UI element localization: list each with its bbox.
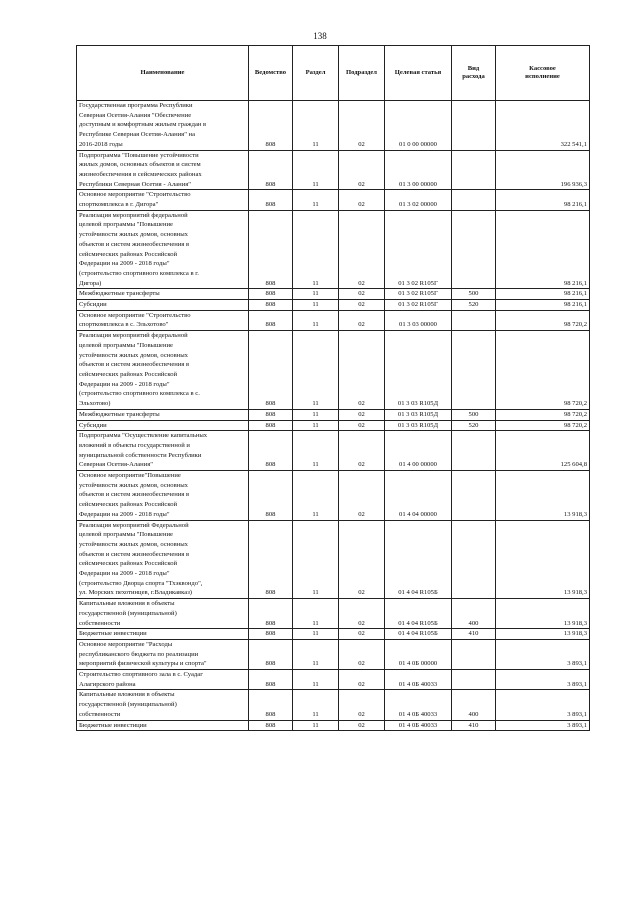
cell-department: 808 xyxy=(249,409,293,420)
cell-section: 11 xyxy=(293,431,339,471)
cell-name: Бюджетные инвестиции xyxy=(77,720,249,731)
cell-expense-type xyxy=(452,210,496,289)
header-name: Наименование xyxy=(77,46,249,101)
table-row xyxy=(77,190,590,210)
cell-name: Реализация мероприятий Федеральной целевой программы "Повышение устойчивости жилых домов, основных объектов и систем жизнеобеспечения в сейсмических районах Российской Федерации на 2009 - 2018 годы" (строительство Дворца спорта "Тхэквондо", ул. Морских пехотинцев, г.Владикавказ) xyxy=(77,520,249,599)
cell-execution: 13 918,3 xyxy=(496,471,590,521)
cell-department: 808 xyxy=(249,431,293,471)
cell-subsection: 02 xyxy=(339,471,385,521)
cell-name: Основное мероприятие "Строительство спорткомплекса в г. Дигора" xyxy=(77,190,249,210)
table-row xyxy=(77,150,590,190)
cell-target: 01 4 0Б 40033 xyxy=(385,720,452,731)
cell-subsection: 02 xyxy=(339,629,385,640)
cell-section: 11 xyxy=(293,190,339,210)
table-row xyxy=(77,471,590,521)
cell-expense-type xyxy=(452,639,496,669)
table-row xyxy=(77,331,590,410)
cell-target: 01 4 0Б 40033 xyxy=(385,690,452,720)
cell-name: Строительство спортивного зала в с. Суадаг Алагирского района xyxy=(77,670,249,690)
cell-execution: 98 216,1 xyxy=(496,190,590,210)
cell-name: Основное мероприятие "Расходы республиканского бюджета по реализации мероприятий физической культуры и спорта" xyxy=(77,639,249,669)
cell-target: 01 3 03 00000 xyxy=(385,310,452,330)
cell-subsection: 02 xyxy=(339,670,385,690)
cell-subsection: 02 xyxy=(339,289,385,300)
cell-section: 11 xyxy=(293,720,339,731)
cell-subsection: 02 xyxy=(339,690,385,720)
table-row xyxy=(77,300,590,311)
cell-subsection: 02 xyxy=(339,639,385,669)
cell-section: 11 xyxy=(293,520,339,599)
cell-expense-type: 410 xyxy=(452,629,496,640)
cell-department: 808 xyxy=(249,471,293,521)
table-row xyxy=(77,409,590,420)
cell-name: Субсидии xyxy=(77,420,249,431)
cell-expense-type xyxy=(452,101,496,151)
table-row xyxy=(77,720,590,731)
cell-expense-type xyxy=(452,520,496,599)
cell-department: 808 xyxy=(249,331,293,410)
cell-expense-type xyxy=(452,431,496,471)
cell-section: 11 xyxy=(293,599,339,629)
cell-execution: 98 216,1 xyxy=(496,289,590,300)
cell-execution: 196 936,3 xyxy=(496,150,590,190)
cell-expense-type: 520 xyxy=(452,300,496,311)
cell-section: 11 xyxy=(293,629,339,640)
cell-expense-type: 410 xyxy=(452,720,496,731)
table-row xyxy=(77,210,590,289)
cell-subsection: 02 xyxy=(339,331,385,410)
cell-section: 11 xyxy=(293,471,339,521)
cell-execution: 13 918,3 xyxy=(496,599,590,629)
cell-department: 808 xyxy=(249,289,293,300)
cell-section: 11 xyxy=(293,289,339,300)
table-row xyxy=(77,289,590,300)
cell-expense-type: 500 xyxy=(452,409,496,420)
table-row xyxy=(77,670,590,690)
cell-subsection: 02 xyxy=(339,210,385,289)
cell-section: 11 xyxy=(293,670,339,690)
cell-target: 01 4 04 R105Б xyxy=(385,629,452,640)
cell-subsection: 02 xyxy=(339,409,385,420)
cell-section: 11 xyxy=(293,409,339,420)
cell-name: Подпрограмма "Повышение устойчивости жилых домов, основных объектов и систем жизнеобеспечения в сейсмических районах Республики Северная Осетия - Алания" xyxy=(77,150,249,190)
table-row xyxy=(77,639,590,669)
cell-subsection: 02 xyxy=(339,720,385,731)
cell-target: 01 3 03 R105Д xyxy=(385,409,452,420)
cell-section: 11 xyxy=(293,210,339,289)
page-number: 138 xyxy=(313,31,327,41)
cell-execution: 98 216,1 xyxy=(496,300,590,311)
cell-department: 808 xyxy=(249,720,293,731)
cell-name: Реализация мероприятий федеральной целевой программы "Повышение устойчивости жилых домов, основных объектов и систем жизнеобеспечения в сейсмических районах Российской Федерации на 2009 - 2018 годы" (строительство спортивного комплекса в с. Эльхотово) xyxy=(77,331,249,410)
cell-section: 11 xyxy=(293,310,339,330)
cell-name: Основное мероприятие"Повышение устойчивости жилых домов, основных объектов и систем жизнеобеспечения в сейсмических районах Российской Федерации на 2009 - 2018 годы" xyxy=(77,471,249,521)
cell-execution: 3 893,1 xyxy=(496,639,590,669)
cell-name: Межбюджетные трансферты xyxy=(77,409,249,420)
cell-target: 01 3 02 R105Г xyxy=(385,300,452,311)
cell-expense-type: 520 xyxy=(452,420,496,431)
cell-subsection: 02 xyxy=(339,300,385,311)
cell-execution: 98 720,2 xyxy=(496,331,590,410)
table-row xyxy=(77,599,590,629)
cell-department: 808 xyxy=(249,690,293,720)
header-expense-type: Вид расхода xyxy=(452,46,496,101)
cell-execution: 98 720,2 xyxy=(496,409,590,420)
cell-expense-type xyxy=(452,471,496,521)
cell-target: 01 4 0Б 40033 xyxy=(385,670,452,690)
header-target: Целевая статья xyxy=(385,46,452,101)
cell-execution: 13 918,3 xyxy=(496,520,590,599)
cell-subsection: 02 xyxy=(339,150,385,190)
cell-target: 01 3 02 R105Г xyxy=(385,210,452,289)
cell-execution: 3 893,1 xyxy=(496,720,590,731)
cell-execution: 98 216,1 xyxy=(496,210,590,289)
cell-name: Бюджетные инвестиции xyxy=(77,629,249,640)
cell-target: 01 4 04 R105Б xyxy=(385,599,452,629)
cell-name: Капитальные вложения в объекты государственной (муниципальной) собственности xyxy=(77,690,249,720)
cell-execution: 125 604,8 xyxy=(496,431,590,471)
header-subsection: Подраздел xyxy=(339,46,385,101)
cell-target: 01 3 03 R105Д xyxy=(385,331,452,410)
cell-name: Подпрограмма "Осуществление капитальных вложений в объекты государственной и муниципальной собственности Республики Северная Осетия-Алания" xyxy=(77,431,249,471)
cell-expense-type: 400 xyxy=(452,599,496,629)
cell-department: 808 xyxy=(249,101,293,151)
cell-section: 11 xyxy=(293,300,339,311)
table-row xyxy=(77,310,590,330)
table-row xyxy=(77,431,590,471)
cell-subsection: 02 xyxy=(339,520,385,599)
cell-execution: 98 720,2 xyxy=(496,310,590,330)
cell-target: 01 3 00 00000 xyxy=(385,150,452,190)
cell-execution: 13 918,3 xyxy=(496,629,590,640)
cell-name: Капитальные вложения в объекты государственной (муниципальной) собственности xyxy=(77,599,249,629)
cell-department: 808 xyxy=(249,670,293,690)
cell-target: 01 0 00 00000 xyxy=(385,101,452,151)
cell-department: 808 xyxy=(249,190,293,210)
cell-expense-type xyxy=(452,331,496,410)
cell-department: 808 xyxy=(249,599,293,629)
cell-subsection: 02 xyxy=(339,101,385,151)
cell-expense-type xyxy=(452,150,496,190)
cell-name: Межбюджетные трансферты xyxy=(77,289,249,300)
table-row xyxy=(77,629,590,640)
cell-target: 01 4 0Б 00000 xyxy=(385,639,452,669)
cell-section: 11 xyxy=(293,150,339,190)
table-row xyxy=(77,520,590,599)
cell-subsection: 02 xyxy=(339,190,385,210)
cell-subsection: 02 xyxy=(339,420,385,431)
cell-execution: 3 893,1 xyxy=(496,690,590,720)
cell-name: Основное мероприятие "Строительство спорткомплекса в с. Эльхотово" xyxy=(77,310,249,330)
cell-subsection: 02 xyxy=(339,599,385,629)
cell-execution: 98 720,2 xyxy=(496,420,590,431)
cell-section: 11 xyxy=(293,420,339,431)
table-row xyxy=(77,420,590,431)
header-section: Раздел xyxy=(293,46,339,101)
header-department: Ведомство xyxy=(249,46,293,101)
cell-department: 808 xyxy=(249,420,293,431)
cell-target: 01 4 04 R105Б xyxy=(385,520,452,599)
cell-section: 11 xyxy=(293,690,339,720)
cell-name: Реализация мероприятий федеральной целевой программы "Повышение устойчивости жилых домов, основных объектов и систем жизнеобеспечения в сейсмических районах Российской Федерации на 2009 - 2018 годы" (строительство спортивного комплекса в г. Дигора) xyxy=(77,210,249,289)
budget-table xyxy=(76,45,590,731)
cell-subsection: 02 xyxy=(339,310,385,330)
cell-department: 808 xyxy=(249,300,293,311)
cell-department: 808 xyxy=(249,629,293,640)
cell-target: 01 4 00 00000 xyxy=(385,431,452,471)
cell-subsection: 02 xyxy=(339,431,385,471)
cell-section: 11 xyxy=(293,639,339,669)
cell-department: 808 xyxy=(249,639,293,669)
cell-expense-type xyxy=(452,310,496,330)
cell-target: 01 3 03 R105Д xyxy=(385,420,452,431)
table-row xyxy=(77,690,590,720)
header-execution: Кассовое исполнение xyxy=(496,46,590,101)
cell-section: 11 xyxy=(293,331,339,410)
cell-expense-type xyxy=(452,190,496,210)
table-row xyxy=(77,101,590,151)
cell-department: 808 xyxy=(249,210,293,289)
cell-expense-type: 400 xyxy=(452,690,496,720)
cell-department: 808 xyxy=(249,520,293,599)
cell-expense-type xyxy=(452,670,496,690)
cell-execution: 322 541,1 xyxy=(496,101,590,151)
cell-name: Субсидии xyxy=(77,300,249,311)
table-header-row xyxy=(77,46,590,101)
cell-department: 808 xyxy=(249,310,293,330)
cell-target: 01 3 02 00000 xyxy=(385,190,452,210)
cell-department: 808 xyxy=(249,150,293,190)
cell-target: 01 3 02 R105Г xyxy=(385,289,452,300)
cell-section: 11 xyxy=(293,101,339,151)
cell-target: 01 4 04 00000 xyxy=(385,471,452,521)
cell-expense-type: 500 xyxy=(452,289,496,300)
cell-execution: 3 893,1 xyxy=(496,670,590,690)
cell-name: Государственная программа Республики Северная Осетия-Алания "Обеспечение доступным и комфортным жильем граждан в Республике Северная Осетия-Алания" на 2016-2018 годы xyxy=(77,101,249,151)
